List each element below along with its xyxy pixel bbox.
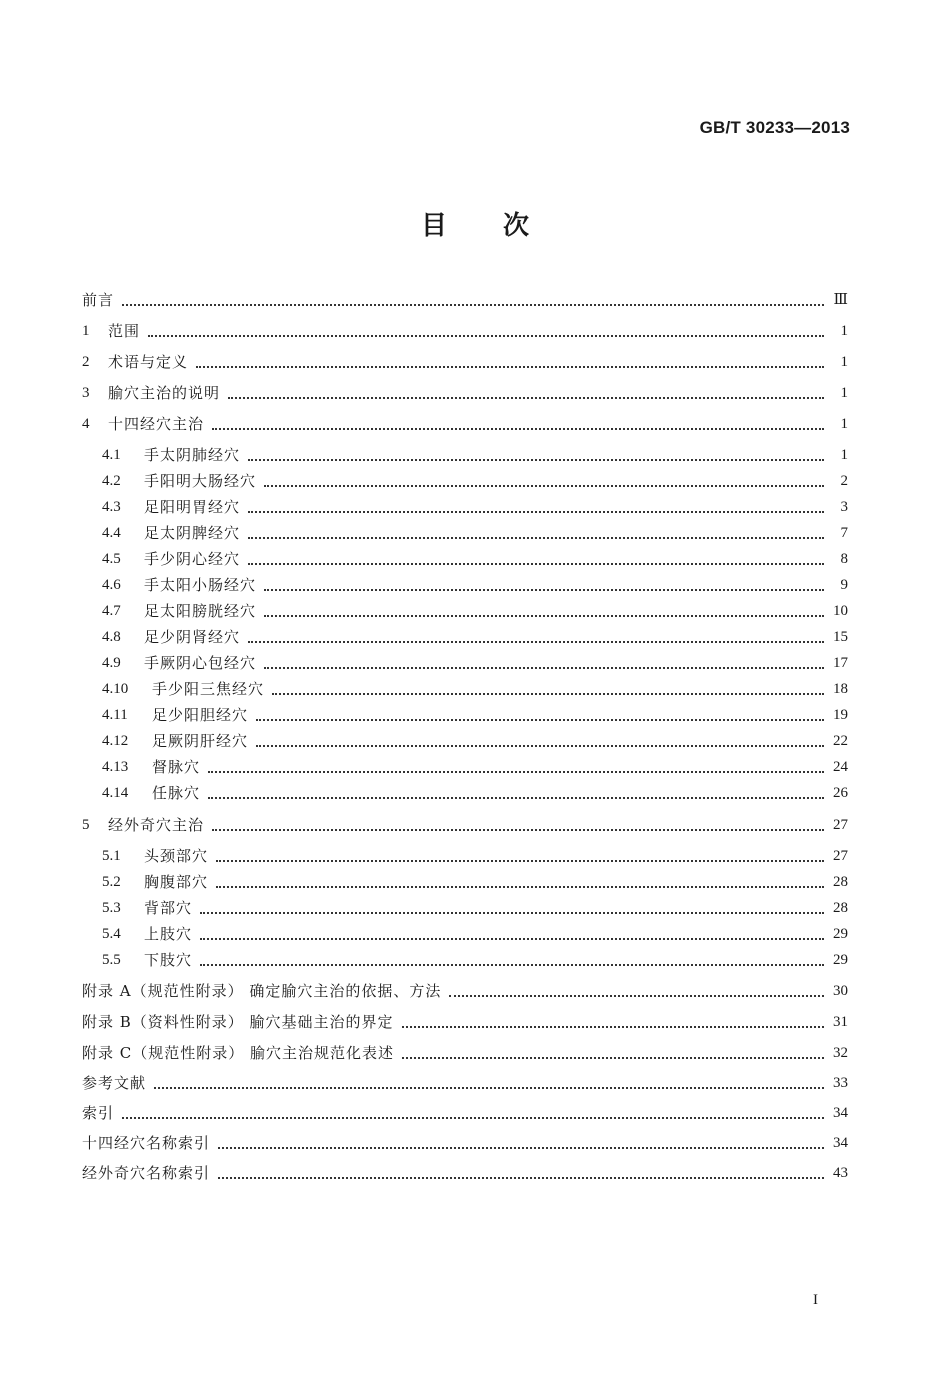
toc-entry[interactable] <box>82 753 848 777</box>
toc-entry-label: 腧穴主治的说明 <box>108 384 221 402</box>
toc-entry-page: 3 <box>840 499 848 515</box>
dot-leader <box>264 589 824 591</box>
toc-entry-label: 足太阳膀胱经穴 <box>144 602 257 620</box>
toc-entry[interactable] <box>82 675 848 699</box>
dot-leader <box>218 1177 824 1179</box>
toc-entry-number: 4.11 <box>102 707 128 723</box>
dot-leader <box>248 563 824 565</box>
dot-leader <box>216 886 824 888</box>
dot-leader <box>154 1087 824 1089</box>
toc-entry[interactable] <box>82 286 848 310</box>
toc-entry[interactable] <box>82 519 848 543</box>
toc-entry-page: 28 <box>833 874 848 890</box>
toc-entry[interactable] <box>82 410 848 434</box>
toc-entry-page: 1 <box>840 447 848 463</box>
toc-entry-number: 4.7 <box>102 603 121 619</box>
dot-leader <box>256 745 824 747</box>
toc-entry-label: 手阳明大肠经穴 <box>144 472 257 490</box>
toc-entry-label: 足厥阴肝经穴 <box>152 732 249 750</box>
standard-number: GB/T 30233—2013 <box>699 118 850 137</box>
toc-entry-page: 28 <box>833 900 848 916</box>
toc-entry[interactable] <box>82 894 848 918</box>
toc-entry-page: 26 <box>833 785 848 801</box>
dot-leader <box>216 860 824 862</box>
toc-entry-label: 手少阴心经穴 <box>144 550 241 568</box>
toc-entry-label: 手少阳三焦经穴 <box>152 680 265 698</box>
toc-entry[interactable] <box>82 1008 848 1032</box>
toc-entry-label: 督脉穴 <box>152 758 201 776</box>
toc-entry-page: 33 <box>833 1075 848 1091</box>
toc-entry-number: 5.4 <box>102 926 121 942</box>
dot-leader <box>402 1026 824 1028</box>
toc-title-char-2: 次 <box>503 211 530 241</box>
toc-entry-label: 足少阳胆经穴 <box>152 706 249 724</box>
toc-entry-label: 附录 C（规范性附录） 腧穴主治规范化表述 <box>82 1044 395 1062</box>
toc-entry-label: 十四经穴名称索引 <box>82 1134 211 1152</box>
toc-entry-page: Ⅲ <box>833 292 848 308</box>
toc-entry-page: 17 <box>833 655 848 671</box>
page-number: I <box>813 1292 818 1308</box>
toc-entry-page: 29 <box>833 952 848 968</box>
dot-leader <box>248 511 824 513</box>
toc-entry[interactable] <box>82 649 848 673</box>
toc-entry[interactable] <box>82 1099 848 1123</box>
toc-entry[interactable] <box>82 920 848 944</box>
dot-leader <box>256 719 824 721</box>
dot-leader <box>148 335 824 337</box>
toc-entry-page: 15 <box>833 629 848 645</box>
toc-entry[interactable] <box>82 868 848 892</box>
dot-leader <box>264 615 824 617</box>
toc-entry-number: 4 <box>82 416 90 432</box>
toc-entry-number: 4.8 <box>102 629 121 645</box>
toc-entry-page: 29 <box>833 926 848 942</box>
toc-entry-page: 19 <box>833 707 848 723</box>
toc-entry[interactable] <box>82 727 848 751</box>
toc-entry-label: 足太阴脾经穴 <box>144 524 241 542</box>
toc-entry-number: 4.2 <box>102 473 121 489</box>
dot-leader <box>200 964 824 966</box>
toc-entry-number: 5.3 <box>102 900 121 916</box>
toc-entry-page: 1 <box>840 385 848 401</box>
toc-entry-label: 上肢穴 <box>144 925 193 943</box>
toc-entry-label: 十四经穴主治 <box>108 415 205 433</box>
toc-entry-number: 4.12 <box>102 733 129 749</box>
dot-leader <box>402 1057 824 1059</box>
toc-entry-page: 34 <box>833 1135 848 1151</box>
toc-entry-label: 任脉穴 <box>152 784 201 802</box>
toc-entry-page: 1 <box>840 416 848 432</box>
dot-leader <box>449 995 824 997</box>
toc-entry[interactable] <box>82 597 848 621</box>
toc-entry-number: 4.1 <box>102 447 121 463</box>
toc-entry-label: 术语与定义 <box>108 353 189 371</box>
toc-entry[interactable] <box>82 1129 848 1153</box>
toc-entry-page: 22 <box>833 733 848 749</box>
toc-entry[interactable] <box>82 779 848 803</box>
toc-entry-number: 5.5 <box>102 952 121 968</box>
toc-entry[interactable] <box>82 545 848 569</box>
toc-entry-label: 附录 A（规范性附录） 确定腧穴主治的依据、方法 <box>82 982 442 1000</box>
toc-entry-number: 5.2 <box>102 874 121 890</box>
toc-entry-number: 4.9 <box>102 655 121 671</box>
toc-entry-label: 手太阳小肠经穴 <box>144 576 257 594</box>
toc-entry-label: 下肢穴 <box>144 951 193 969</box>
toc-entry-label: 手太阴肺经穴 <box>144 446 241 464</box>
toc-entry-page: 27 <box>833 848 848 864</box>
toc-entry-page: 43 <box>833 1165 848 1181</box>
toc-entry-number: 4.6 <box>102 577 121 593</box>
toc-entry[interactable] <box>82 441 848 465</box>
toc-entry-label: 背部穴 <box>144 899 193 917</box>
toc-entry[interactable] <box>82 1069 848 1093</box>
toc-entry-number: 3 <box>82 385 90 401</box>
toc-entry-label: 经外奇穴名称索引 <box>82 1164 211 1182</box>
toc-entry[interactable] <box>82 493 848 517</box>
toc-entry[interactable] <box>82 571 848 595</box>
dot-leader <box>212 428 824 430</box>
dot-leader <box>264 485 824 487</box>
dot-leader <box>122 304 824 306</box>
toc-entry[interactable] <box>82 379 848 403</box>
toc-entry[interactable] <box>82 623 848 647</box>
toc-entry-label: 经外奇穴主治 <box>108 816 205 834</box>
toc-entry-page: 1 <box>840 354 848 370</box>
dot-leader <box>264 667 824 669</box>
toc-entry[interactable] <box>82 317 848 341</box>
dot-leader <box>196 366 824 368</box>
toc-entry-page: 9 <box>840 577 848 593</box>
toc-entry-label: 足阳明胃经穴 <box>144 498 241 516</box>
dot-leader <box>228 397 824 399</box>
toc-entry-page: 24 <box>833 759 848 775</box>
dot-leader <box>248 537 824 539</box>
toc-entry-label: 足少阴肾经穴 <box>144 628 241 646</box>
toc-entry[interactable] <box>82 348 848 372</box>
toc-entry-number: 5 <box>82 817 90 833</box>
toc-entry[interactable] <box>82 977 848 1001</box>
dot-leader <box>272 693 824 695</box>
dot-leader <box>208 797 824 799</box>
toc-entry-page: 32 <box>833 1045 848 1061</box>
toc-entry[interactable] <box>82 811 848 835</box>
toc-entry-page: 30 <box>833 983 848 999</box>
toc-entry-number: 4.3 <box>102 499 121 515</box>
toc-entry[interactable] <box>82 1159 848 1183</box>
toc-entry-page: 10 <box>833 603 848 619</box>
toc-entry-number: 4.13 <box>102 759 129 775</box>
toc-entry-number: 4.10 <box>102 681 129 697</box>
dot-leader <box>208 771 824 773</box>
toc-entry-number: 4.14 <box>102 785 129 801</box>
toc-entry-label: 附录 B（资料性附录） 腧穴基础主治的界定 <box>82 1013 394 1031</box>
toc-entry-page: 7 <box>840 525 848 541</box>
dot-leader <box>248 641 824 643</box>
toc-entry-page: 8 <box>840 551 848 567</box>
dot-leader <box>218 1147 824 1149</box>
toc-entry-label: 参考文献 <box>82 1074 147 1092</box>
toc-entry-label: 前言 <box>82 291 115 309</box>
toc-entry-label: 范围 <box>108 322 141 340</box>
dot-leader <box>248 459 824 461</box>
toc-entry-label: 头颈部穴 <box>144 847 209 865</box>
toc-entry-page: 2 <box>840 473 848 489</box>
toc-entry[interactable] <box>82 467 848 491</box>
dot-leader <box>200 938 824 940</box>
toc-entry-number: 1 <box>82 323 90 339</box>
toc-entry-number: 2 <box>82 354 90 370</box>
toc-entry-page: 1 <box>840 323 848 339</box>
toc-entry-page: 34 <box>833 1105 848 1121</box>
toc-entry-number: 4.5 <box>102 551 121 567</box>
toc-entry[interactable] <box>82 842 848 866</box>
toc-entry-label: 手厥阴心包经穴 <box>144 654 257 672</box>
dot-leader <box>200 912 824 914</box>
toc-entry-label: 胸腹部穴 <box>144 873 209 891</box>
toc-entry-label: 索引 <box>82 1104 115 1122</box>
toc-entry[interactable] <box>82 1039 848 1063</box>
toc-entry[interactable] <box>82 701 848 725</box>
toc-entry-page: 31 <box>833 1014 848 1030</box>
toc-entry[interactable] <box>82 946 848 970</box>
dot-leader <box>122 1117 824 1119</box>
toc-entry-page: 27 <box>833 817 848 833</box>
toc-entry-page: 18 <box>833 681 848 697</box>
toc-entry-number: 4.4 <box>102 525 121 541</box>
dot-leader <box>212 829 824 831</box>
toc-title-char-1: 目 <box>420 211 447 241</box>
toc-entry-number: 5.1 <box>102 848 121 864</box>
